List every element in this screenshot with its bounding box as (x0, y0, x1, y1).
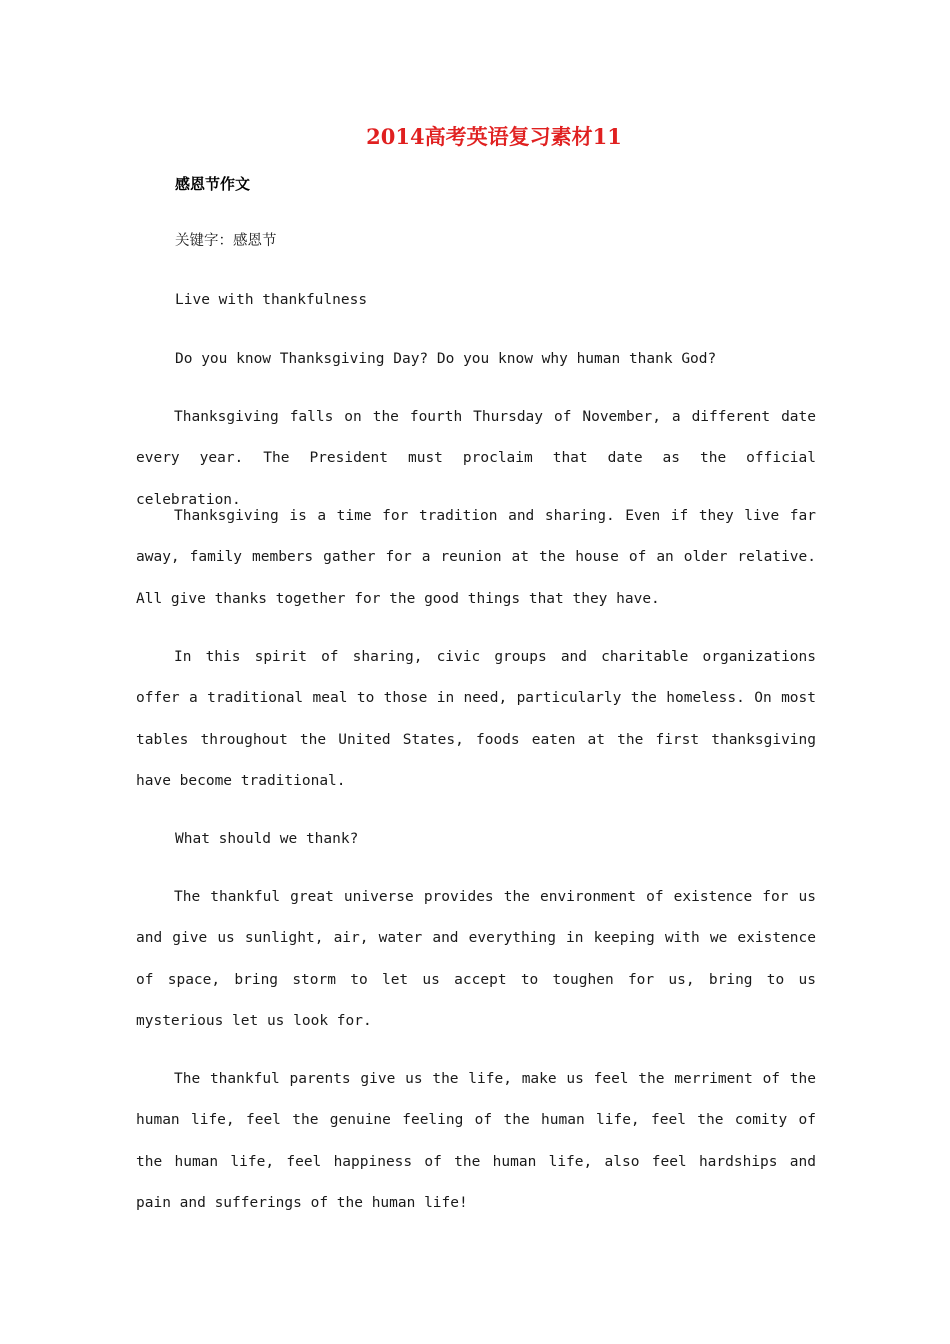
paragraph-5: The thankful parents give us the life, make us feel the merriment of the human life, feel the genuine feeling of the human life, feel the comity of the human life, feel happiness of the human life, also feel hardships and pain and sufferings of the human life! (136, 1071, 816, 1211)
document-subtitle: 感恩节作文 (175, 175, 251, 193)
document-title: 2014高考英语复习素材11 (366, 124, 622, 149)
keywords-line: 关键字：感恩节 (175, 233, 277, 249)
paragraph-1: Thanksgiving falls on the fourth Thursday of November, a different date every year. The President must proclaim that date as the official celebration. (136, 409, 816, 508)
intro-question: Do you know Thanksgiving Day? Do you know why human thank God? (175, 351, 717, 367)
paragraph-3: In this spirit of sharing, civic groups and charitable organizations offer a traditional meal to those in need, particularly the homeless. On most tables throughout the United States, foods eaten at the first thanksgiving have become traditional. (136, 649, 816, 789)
paragraph-2: Thanksgiving is a time for tradition and sharing. Even if they live far away, family members gather for a reunion at the house of an older relative. All give thanks together for the good things that they have. (136, 508, 816, 607)
section-question: What should we thank? (175, 831, 359, 847)
essay-heading: Live with thankfulness (175, 292, 368, 308)
paragraph-4: The thankful great universe provides the environment of existence for us and give us sunlight, air, water and everything in keeping with we existence of space, bring storm to let us accept to toughen for us, bring to us mysterious let us look for. (136, 889, 816, 1029)
